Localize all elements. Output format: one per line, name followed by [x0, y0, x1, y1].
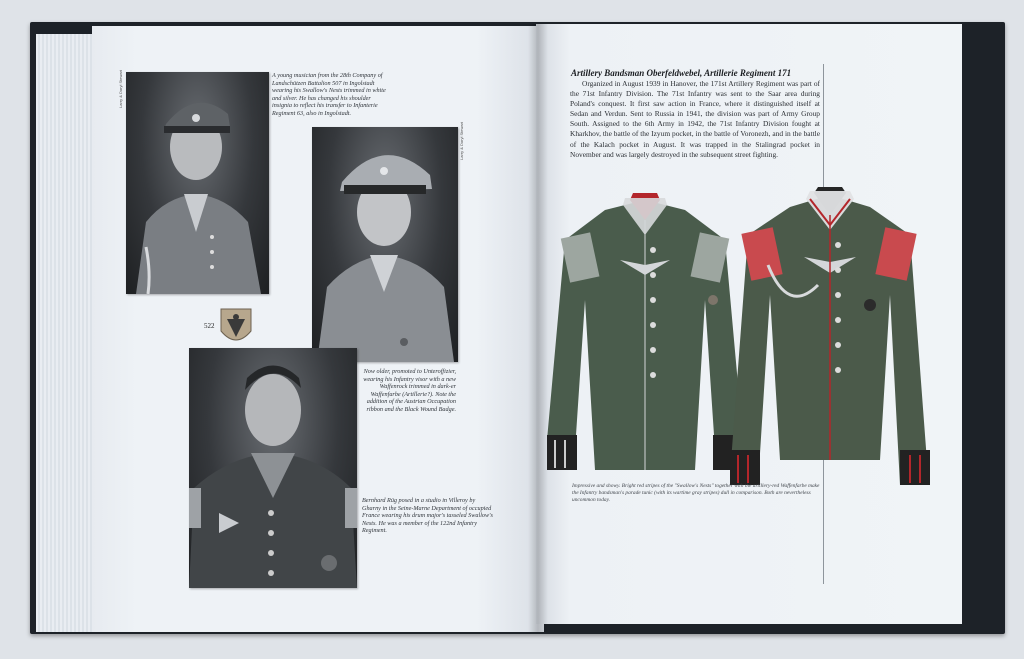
photo-young-musician: [126, 72, 269, 294]
photo-credit-2: Larry & Daryl Stewart: [459, 121, 464, 160]
page-edges: [36, 34, 100, 632]
tunic-caption: Impressive and showy. Bright red stripes of the "Swallow's Nests" together with the artillery-red Waffenfarbe make the Infantry bandsman's parade tunic (with its wartime gray stripes) dull in comparison. Both are nevertheless uncommon today.: [572, 483, 820, 503]
tunic-image-2: [728, 185, 932, 490]
article-body: Organized in August 1939 in Hanover, the 171st Artillery Regiment was part of the 71st Infantry Division. The 71st Infantry was sent to the Saar area during Poland's conquest. It first saw action in France, where it distinguished itself at Sedan and Verdun. Sent to Russia in 1941, the division was part of Army Group South. Assigned to the 6th Army in 1942, the 71st Infantry Division fought at Kharkhov, the battle of the Izyum pocket, in the battle of Voronezh, and in the battle of the Kalach pocket in August. It was trapped in the Stalingrad pocket in November and was largely destroyed in the subsequent street fighting.: [570, 79, 820, 159]
caption-unteroffizier: Now older, promoted to Unteroffizier, wearing his Infantry visor with a new Waffenrock trimmed in dark-er Waffenfarbe (Artillerie?). Note the addition of the Austrian Occupation ribbon and the Black Wound Badge.: [363, 368, 456, 413]
photo-credit: Larry & Daryl Stewart: [118, 69, 123, 108]
caption-young-musician: A young musician from the 28th Company of Landschützen Battalion 507 in Ingolstadt wearing his Swallow's Nests trimmed in white and silver. He has changed his shoulder insignia to reflect his transfer to Infanterie Regiment 63, also in Ingolstadt.: [272, 72, 386, 117]
photo-bernhard-rug: [189, 348, 357, 588]
page-number: 522: [204, 322, 215, 330]
soldier-portrait-3: [189, 348, 357, 588]
soldier-portrait-1: [126, 72, 269, 294]
tunic-image-1: [545, 190, 745, 480]
caption-bernhard-rug: Bernhard Rüg posed in a studio in Villeroy by Gharny in the Seine-Marne Department of occupied France wearing his drum major's tasseled Swallow's Nests. He was a member of the 122nd Infantry Regiment.: [362, 497, 493, 535]
photo-unteroffizier: [312, 127, 458, 362]
infantry-bandsman-tunic: [545, 190, 745, 480]
soldier-portrait-2: [312, 127, 458, 362]
artillery-bandsman-tunic: [728, 185, 932, 490]
article-title: Artillery Bandsman Oberfeldwebel, Artillerie Regiment 171: [571, 68, 792, 78]
eagle-shield-icon: [219, 307, 253, 349]
